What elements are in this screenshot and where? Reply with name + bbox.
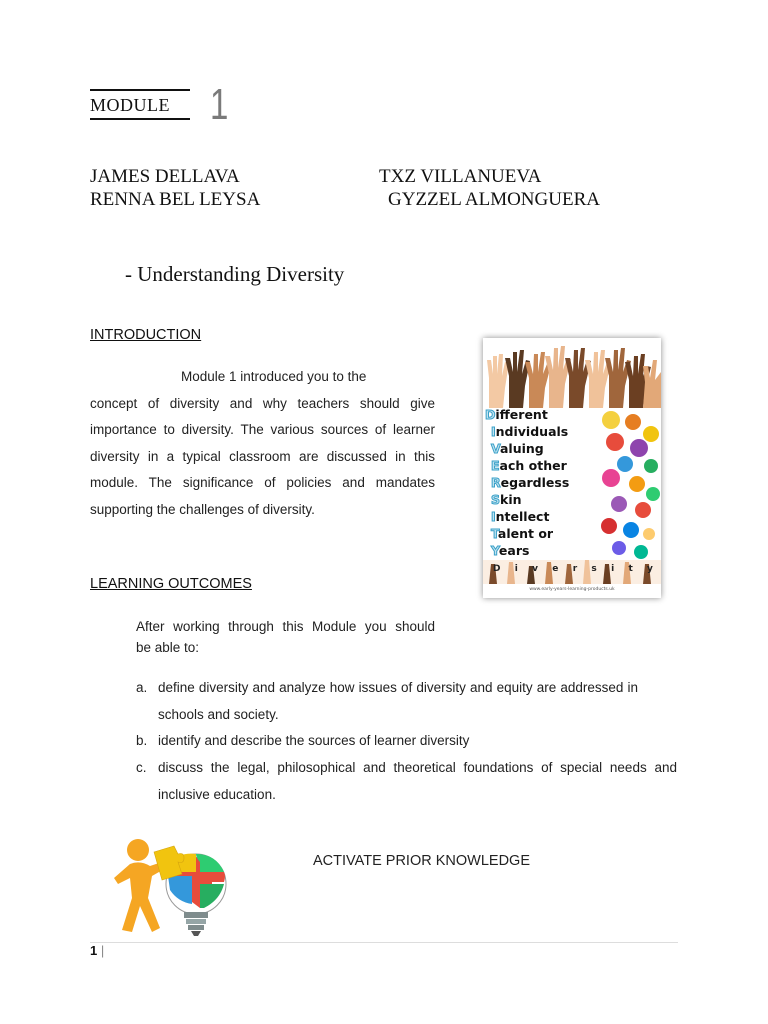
acrostic-line xyxy=(485,440,569,457)
page-separator: | xyxy=(100,943,105,958)
document-subtitle: - Understanding Diversity xyxy=(125,262,345,286)
author-left-2: RENNA BEL LEYSA xyxy=(90,189,261,210)
lightbulb-puzzle-icon xyxy=(100,832,232,950)
footer-letter: t xyxy=(628,564,633,574)
author-right-1: TXZ VILLANUEVA xyxy=(379,166,542,187)
author-left-1: JAMES DELLAVA xyxy=(90,166,240,187)
list-text: define diversity and analyze how issues of diversity and equity are addressed in schools and society. xyxy=(158,680,638,722)
introduction-line: module. The significance of policies and mandates xyxy=(90,475,435,491)
acrostic-letter: R xyxy=(491,475,501,490)
acrostic-letter: E xyxy=(491,458,500,473)
acrostic-line xyxy=(485,406,569,423)
acrostic-list xyxy=(485,406,569,559)
acrostic-line xyxy=(485,457,569,474)
raised-hands-illustration xyxy=(487,346,661,408)
page-number xyxy=(90,943,104,958)
acrostic-word: alent or xyxy=(497,526,554,541)
introduction-line: Module 1 introduced you to the xyxy=(181,369,367,384)
acrostic-line xyxy=(485,491,569,508)
introduction-line: diversity in a typical classroom are discussed in this xyxy=(90,448,435,464)
footer-letter: y xyxy=(647,564,653,574)
introduction-paragraph xyxy=(90,364,435,524)
module-number: 1 xyxy=(210,80,229,129)
module-bottom-rule xyxy=(90,118,190,120)
person-lightbulb-puzzle-illustration xyxy=(100,832,232,950)
footer-letter: D xyxy=(493,564,501,574)
poster-footer-word xyxy=(493,564,653,574)
footer-letter: r xyxy=(572,564,578,574)
introduction-line: concept of diversity and why teachers should give xyxy=(90,395,435,411)
intro-line: After working through this Module you should xyxy=(136,619,435,634)
learning-outcome-item xyxy=(136,755,677,808)
acrostic-word: aluing xyxy=(500,441,544,456)
introduction-heading: INTRODUCTION xyxy=(90,327,202,343)
introduction-line: supporting the challenges of diversity. xyxy=(90,501,315,517)
acrostic-letter: Y xyxy=(491,543,499,558)
footer-letter: i xyxy=(514,564,518,574)
list-marker: b. xyxy=(136,733,148,748)
footer-rule xyxy=(90,942,678,943)
list-marker: c. xyxy=(136,760,147,775)
acrostic-word: ntellect xyxy=(495,509,550,524)
footer-letter: s xyxy=(591,564,597,574)
acrostic-line xyxy=(485,508,569,525)
module-label: MODULE xyxy=(90,95,170,115)
acrostic-letter: V xyxy=(491,441,500,456)
list-text: identify and describe the sources of learner diversity xyxy=(158,733,470,748)
learning-outcomes-intro xyxy=(136,616,435,658)
acrostic-word: egardless xyxy=(500,475,570,490)
acrostic-word: ndividuals xyxy=(495,424,569,439)
acrostic-line xyxy=(485,423,569,440)
page-number-value: 1 xyxy=(90,943,98,958)
footer-letter: v xyxy=(532,564,539,574)
acrostic-letter: I xyxy=(491,509,496,524)
painted-handprints xyxy=(601,411,660,559)
acrostic-letter: D xyxy=(485,407,496,422)
acrostic-line xyxy=(485,474,569,491)
acrostic-line xyxy=(485,525,569,542)
learning-outcome-item xyxy=(136,728,677,755)
acrostic-word: ach other xyxy=(499,458,567,473)
footer-letter: i xyxy=(611,564,615,574)
diversity-poster-image xyxy=(483,338,661,598)
acrostic-letter: T xyxy=(491,526,498,541)
acrostic-word: ears xyxy=(498,543,530,558)
acrostic-word: kin xyxy=(500,492,522,507)
module-top-rule xyxy=(90,89,190,91)
acrostic-letter: I xyxy=(491,424,496,439)
learning-outcomes-heading: LEARNING OUTCOMES xyxy=(90,576,252,592)
introduction-line: importance to diversity. The various sources of learner xyxy=(90,422,435,438)
list-marker: a. xyxy=(136,680,148,695)
acrostic-word: ifferent xyxy=(495,407,548,422)
learning-outcome-item xyxy=(136,675,677,728)
list-text: discuss the legal, philosophical and theoretical foundations of special needs and inclusive education. xyxy=(158,760,677,802)
activate-prior-knowledge-heading: ACTIVATE PRIOR KNOWLEDGE xyxy=(313,853,530,869)
intro-line: be able to: xyxy=(136,640,200,655)
poster-website: www.early-years-learning-products.uk xyxy=(529,587,615,592)
footer-letter: e xyxy=(552,564,559,574)
acrostic-line xyxy=(485,542,569,559)
author-right-2: GYZZEL ALMONGUERA xyxy=(388,189,600,210)
acrostic-letter: S xyxy=(491,492,501,507)
